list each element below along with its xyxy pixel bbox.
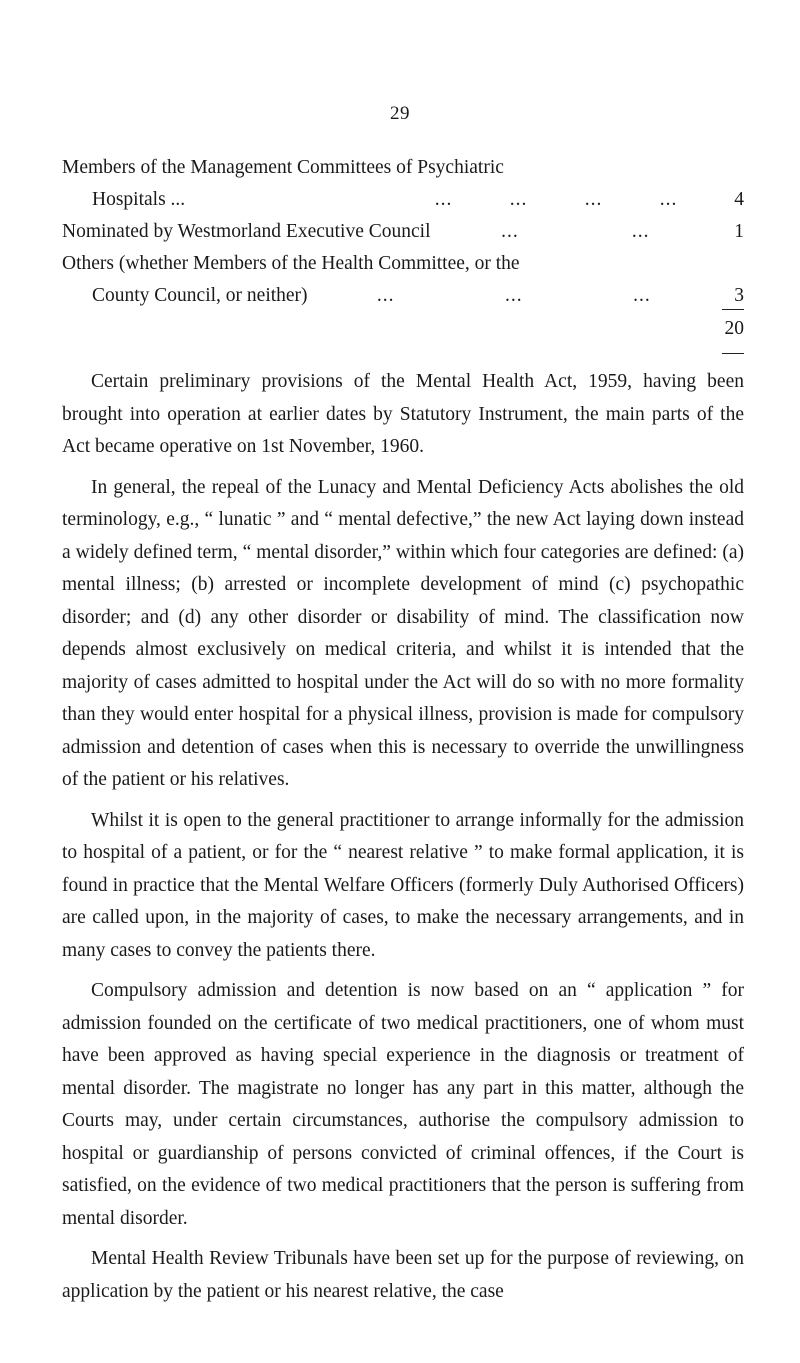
list-item-label: Hospitals ... — [92, 189, 186, 210]
sum-rule-bottom — [722, 353, 744, 354]
membership-list — [62, 152, 744, 312]
paragraph-admission: Whilst it is open to the general practitioner to arrange informally for the admission to hospital of a patient, or for the “ nearest relative ” to make formal application, it is found in practice that the Mental Welfare Officers (formerly Duly Authorised Officers) are called upon, in the majority of cases, to make the necessary arrangements, and in many cases to convey the patients there. — [62, 809, 744, 961]
paragraph-commencement: Certain preliminary provisions of the Mental Health Act, 1959, having been brought into operation at earlier dates by Statutory Instrument, the main parts of the Act became operative on 1st November, 1960. — [62, 371, 744, 457]
paragraph-tribunals: Mental Health Review Tribunals have been set up for the purpose of reviewing, on application by the patient or his nearest relative, the case — [62, 1248, 744, 1302]
list-item-heading: Others (whether Members of the Health Committee, or the — [62, 253, 520, 274]
paragraph-terminology: In general, the repeal of the Lunacy and Mental Deficiency Acts abolishes the old terminology, e.g., “ lunatic ” and “ mental defective,” the new Act laying down instead a widely defined term, “ mental disorder,” within which four categories are defined: (a) mental illness; (b) arrested or incomplete development of mind (c) psychopathic disorder; and (d) any other disorder or disability of mind. The classification now depends almost exclusively on medical criteria, and whilst it is intended that the majority of cases admitted to hospital under the Act will do so with no more formality than they would enter hospital for a physical illness, provision is made for compulsory admission and detention of cases when this is necessary to override the unwillingness of the patient or his relatives. — [62, 476, 744, 790]
list-item — [62, 248, 744, 312]
list-item-label: Nominated by Westmorland Executive Council — [62, 221, 431, 242]
page-number: 29 — [390, 103, 410, 124]
leader-dots: ... ... ... ... — [434, 189, 678, 210]
list-item — [62, 216, 744, 248]
list-item — [62, 152, 744, 216]
total-count: 20 — [724, 318, 744, 339]
list-item-count: 4 — [734, 189, 744, 210]
leader-dots: ... ... ... — [376, 285, 651, 306]
list-item-count: 3 — [734, 285, 744, 306]
leader-dots: ... ... — [501, 221, 650, 242]
sum-rule-top — [722, 309, 744, 310]
body-text — [62, 366, 744, 1316]
list-item-heading: Members of the Management Committees of Psychiatric — [62, 157, 504, 178]
paragraph-compulsory: Compulsory admission and detention is now based on an “ application ” for admission founded on the certificate of two medical practitioners, one of whom must have been approved as having special experience in the diagnosis or treatment of mental disorder. The magistrate no longer has any part in this matter, although the Courts may, under certain circumstances, authorise the compulsory admission to hospital or guardianship of persons convicted of criminal offences, if the Court is satisfied, on the evidence of two medical practitioners that the person is suffering from mental disorder. — [62, 980, 744, 1229]
list-item-label: County Council, or neither) — [92, 285, 308, 306]
list-item-count: 1 — [734, 221, 744, 242]
